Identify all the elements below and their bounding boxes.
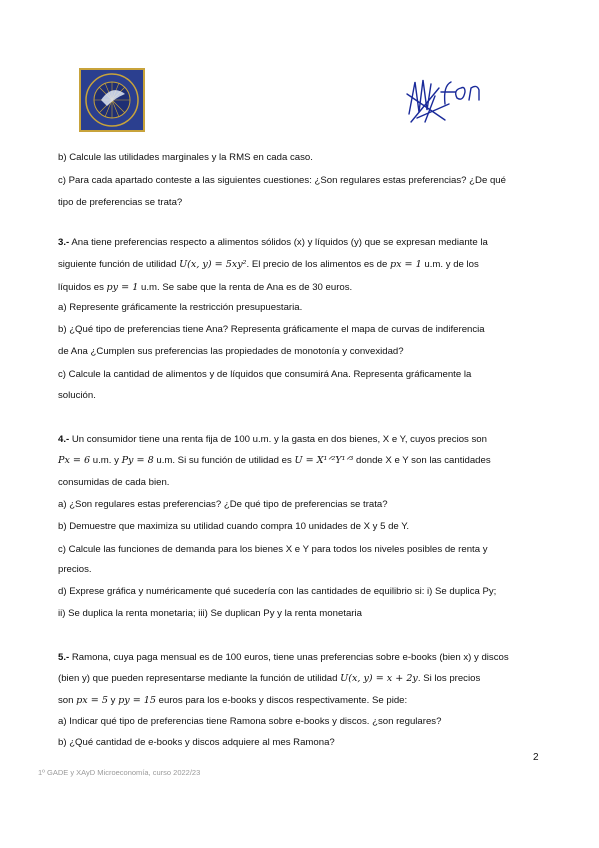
q4-text2a: u.m. y	[90, 455, 122, 466]
q3-text2c: u.m. y de los	[421, 259, 479, 270]
q2-part-c-line1: c) Para cada apartado conteste a las siguientes cuestiones: ¿Son regulares estas preferencias? ¿De qué	[58, 175, 506, 186]
q5-number: 5.-	[58, 652, 70, 663]
q4-text1: Un consumidor tiene una renta fija de 100 u.m. y la gasta en dos bienes, X e Y, cuyos precios son	[69, 434, 487, 445]
q5-line1	[58, 652, 509, 663]
q4-line1	[58, 434, 487, 445]
q3-part-c-line1: c) Calcule la cantidad de alimentos y de líquidos que consumirá Ana. Representa gráficamente la	[58, 369, 472, 380]
q5-text3b: y	[107, 695, 119, 706]
page-footer: 1º GADE y XAyD Microeconomía, curso 2022/23	[38, 768, 201, 777]
q5-text3a: son	[58, 695, 77, 706]
q4-text2c: donde X e Y son las cantidades	[353, 455, 491, 466]
q5-text2b: . Si los precios	[417, 673, 481, 684]
q3-text2a: siguiente función de utilidad	[58, 259, 180, 270]
university-seal-logo	[79, 68, 145, 132]
seal-graphic	[81, 70, 143, 130]
q4-line3: consumidas de cada bien.	[58, 477, 170, 488]
q4-text2b: u.m. Si su función de utilidad es	[153, 455, 295, 466]
q3-text3b: u.m. Se sabe que la renta de Ana es de 30 euros.	[138, 282, 353, 293]
q2-part-c-line2: tipo de preferencias se trata?	[58, 197, 183, 208]
q3-part-c-line2: solución.	[58, 390, 96, 401]
q4-part-d-line1: d) Exprese gráfica y numéricamente qué sucedería con las cantidades de equilibrio si: i) Se duplica Py;	[58, 586, 497, 597]
q3-line3	[58, 282, 352, 293]
q5-line2	[58, 673, 480, 684]
signature-graphic	[405, 74, 497, 126]
q4-number: 4.-	[58, 434, 70, 445]
q4-utility-function: U = X¹ᐟ²Y¹ᐟ³	[294, 455, 354, 466]
q3-part-a: a) Represente gráficamente la restricción presupuestaria.	[58, 302, 303, 313]
q4-part-c-line2: precios.	[58, 564, 92, 575]
q5-line3	[58, 695, 407, 706]
q4-part-b: b) Demuestre que maximiza su utilidad cuando compra 10 unidades de X y 5 de Y.	[58, 521, 410, 532]
q5-text3c: euros para los e-books y discos respectivamente. Se pide:	[156, 695, 408, 706]
q3-text1: Ana tiene preferencias respecto a alimentos sólidos (x) y líquidos (y) que se expresan mediante la	[69, 237, 488, 248]
q3-utility-function: U(x, y) = 5xy²	[179, 259, 247, 270]
q3-number: 3.-	[58, 237, 70, 248]
q4-part-c-line1: c) Calcule las funciones de demanda para los bienes X e Y para todos los niveles posibles de renta y	[58, 544, 488, 555]
q5-text1: Ramona, cuya paga mensual es de 100 euros, tiene unas preferencias sobre e-books (bien x) y discos	[69, 652, 509, 663]
q4-line2	[58, 455, 491, 466]
q4-price-x: Px = 6	[58, 455, 91, 466]
q3-text3a: líquidos es	[58, 282, 107, 293]
q5-text2a: (bien y) que pueden representarse mediante la función de utilidad	[58, 673, 341, 684]
q5-part-a: a) Indicar qué tipo de preferencias tiene Ramona sobre e-books y discos. ¿son regulares?	[58, 716, 442, 727]
q2-part-b: b) Calcule las utilidades marginales y la RMS en cada caso.	[58, 152, 313, 163]
q3-line1	[58, 237, 488, 248]
q3-part-b-line2: de Ana ¿Cumplen sus preferencias las propiedades de monotonía y convexidad?	[58, 346, 404, 357]
signature-logo	[405, 74, 497, 126]
page-number: 2	[533, 752, 539, 763]
q4-part-a: a) ¿Son regulares estas preferencias? ¿De qué tipo de preferencias se trata?	[58, 499, 388, 510]
q4-part-d-line2: ii) Se duplica la renta monetaria; iii) Se duplican Py y la renta monetaria	[58, 608, 362, 619]
q3-part-b-line1: b) ¿Qué tipo de preferencias tiene Ana? Representa gráficamente el mapa de curvas de indiferencia	[58, 324, 485, 335]
q5-price-x: px = 5	[76, 695, 108, 706]
q5-utility-function: U(x, y) = x + 2y	[340, 673, 418, 684]
q5-price-y: py = 15	[118, 695, 156, 706]
q3-line2	[58, 259, 479, 270]
q3-text2b: . El precio de los alimentos es de	[246, 259, 390, 270]
q4-price-y: Py = 8	[121, 455, 154, 466]
q3-price-y: py = 1	[106, 282, 139, 293]
q5-part-b: b) ¿Qué cantidad de e-books y discos adquiere al mes Ramona?	[58, 737, 335, 748]
q3-price-x: px = 1	[389, 259, 422, 270]
